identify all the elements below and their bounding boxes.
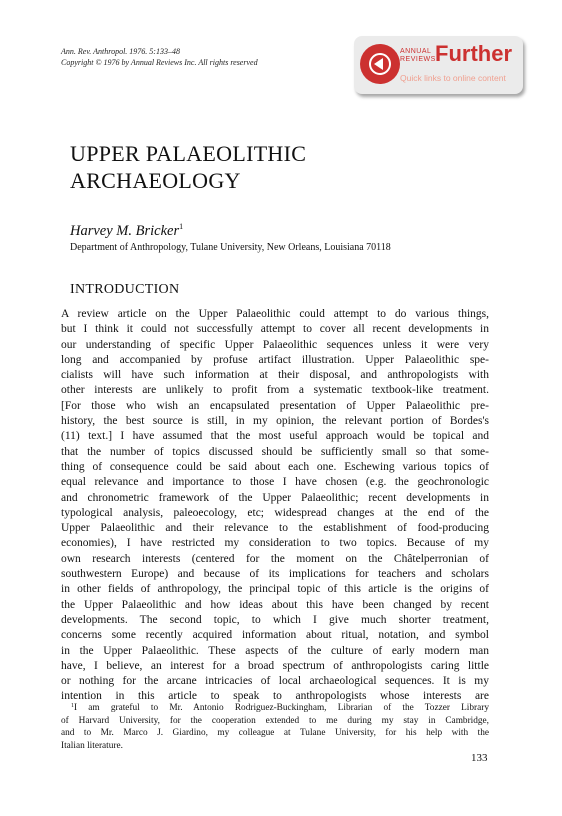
body-line: history, the best source is still, in my opinion, the relevant portion of Bordes's [61, 415, 489, 428]
body-line: in other fields of anthropology, the principal topic of this article is the origins of [61, 583, 489, 596]
body-line: other interests are unlikely to profit from a systematic textbook-like treatment. [61, 384, 489, 397]
citation-line-2: Copyright © 1976 by Annual Reviews Inc. All rights reserved [61, 58, 258, 67]
title-line-2: ARCHAEOLOGY [70, 168, 241, 193]
footnote-line: $^1$I am grateful to Mr. Antonio Rodriguez-Buckingham, Librarian of the Tozzer Library [71, 703, 489, 713]
body-line: and chronometric framework of the Upper Palaeolithic; recent developments in [61, 491, 489, 504]
further-online-badge[interactable] [354, 36, 523, 94]
author-name: Harvey M. Bricker$^1$ [70, 222, 184, 239]
body-line: have, I believe, an interest for a broad spectrum of anthropologists caring little [61, 659, 489, 672]
body-line: or nothing for the arcane intricacies of local archaeological sequences. It is my [61, 675, 489, 688]
body-line: developments. The second topic, to which I give much shorter treatment, [61, 613, 489, 626]
body-line: [For those who wish an encapsulated presentation of Upper Palaeolithic pre- [61, 399, 489, 412]
journal-citation [61, 46, 258, 68]
body-line: typological analysis, paleoecology, etc; widespread changes at the end of the [61, 506, 489, 519]
footnote-mark: 1 [71, 703, 74, 709]
body-line: (11) text.] I have assumed that the most useful approach would be topical and [61, 430, 489, 443]
footnote-line: and to Mr. Marco J. Giardino, my colleague at Tulane University, for his help with the [61, 728, 489, 738]
back-arrow-icon [360, 44, 400, 84]
body-line: thing of consequence could be said about each one. Eschewing various topics of [61, 460, 489, 473]
body-line: long and accompanied by profuse artifact illustration. Upper Palaeolithic spe- [61, 353, 489, 366]
article-title [70, 140, 306, 194]
body-line: southwestern Europe) and because of its implications for teachers and scholars [61, 568, 489, 581]
annual-reviews-wordmark: ANNUAL REVIEWS [400, 48, 436, 63]
body-line: A review article on the Upper Palaeolithic could attempt to do various things, [61, 308, 489, 320]
body-paragraph [61, 307, 489, 705]
author-footnote-mark: 1 [179, 222, 184, 231]
footnote-line: of Harvard University, for the cooperation extended to me during my stay in Cambridge, [61, 715, 489, 726]
body-line: the Upper Palaeolithic and how ideas about this have been changed by recent [61, 598, 489, 611]
body-line: in the Upper Palaeolithic. These aspects of the culture of early modern man [61, 644, 489, 657]
body-line: equal relevance and importance to those I have chosen (e.g. the geochronologic [61, 476, 489, 489]
body-line: intention in this article to speak to anthropologists whose interests are [61, 690, 489, 703]
title-line-1: UPPER PALAEOLITHIC [70, 141, 307, 166]
page-number: 133 [471, 752, 488, 764]
body-line: cialists will have such information at their disposal, and anthropologists with [61, 369, 489, 382]
footnote [61, 700, 489, 752]
body-line: but I think it could not successfully attempt to cover all recent developments in [61, 323, 489, 336]
body-line: concerns some recently acquired information about ritual, notation, and symbol [61, 629, 489, 642]
author-affiliation: Department of Anthropology, Tulane University, New Orleans, Louisiana 70118 [70, 242, 391, 253]
footnote-line: Italian literature. [61, 740, 123, 751]
body-line: economies), I have restricted my consideration to two topics. Because of my [61, 537, 489, 550]
body-line: Upper Palaeolithic and their relevance to the establishment of food-producing [61, 522, 489, 535]
body-line: our understanding of specific Upper Palaeolithic sequences unless it were very [61, 338, 489, 351]
quick-links-label[interactable]: Quick links to online content [400, 73, 506, 83]
citation-line-1: Ann. Rev. Anthropol. 1976. 5:133–48 [61, 47, 180, 56]
body-line: that the number of topics discussed should be sufficiently small so that some- [61, 445, 489, 458]
further-label: Further [435, 41, 512, 66]
body-line: own research interests (centered for the moment on the Châtelperronian of [61, 552, 489, 565]
section-heading: INTRODUCTION [70, 282, 180, 297]
